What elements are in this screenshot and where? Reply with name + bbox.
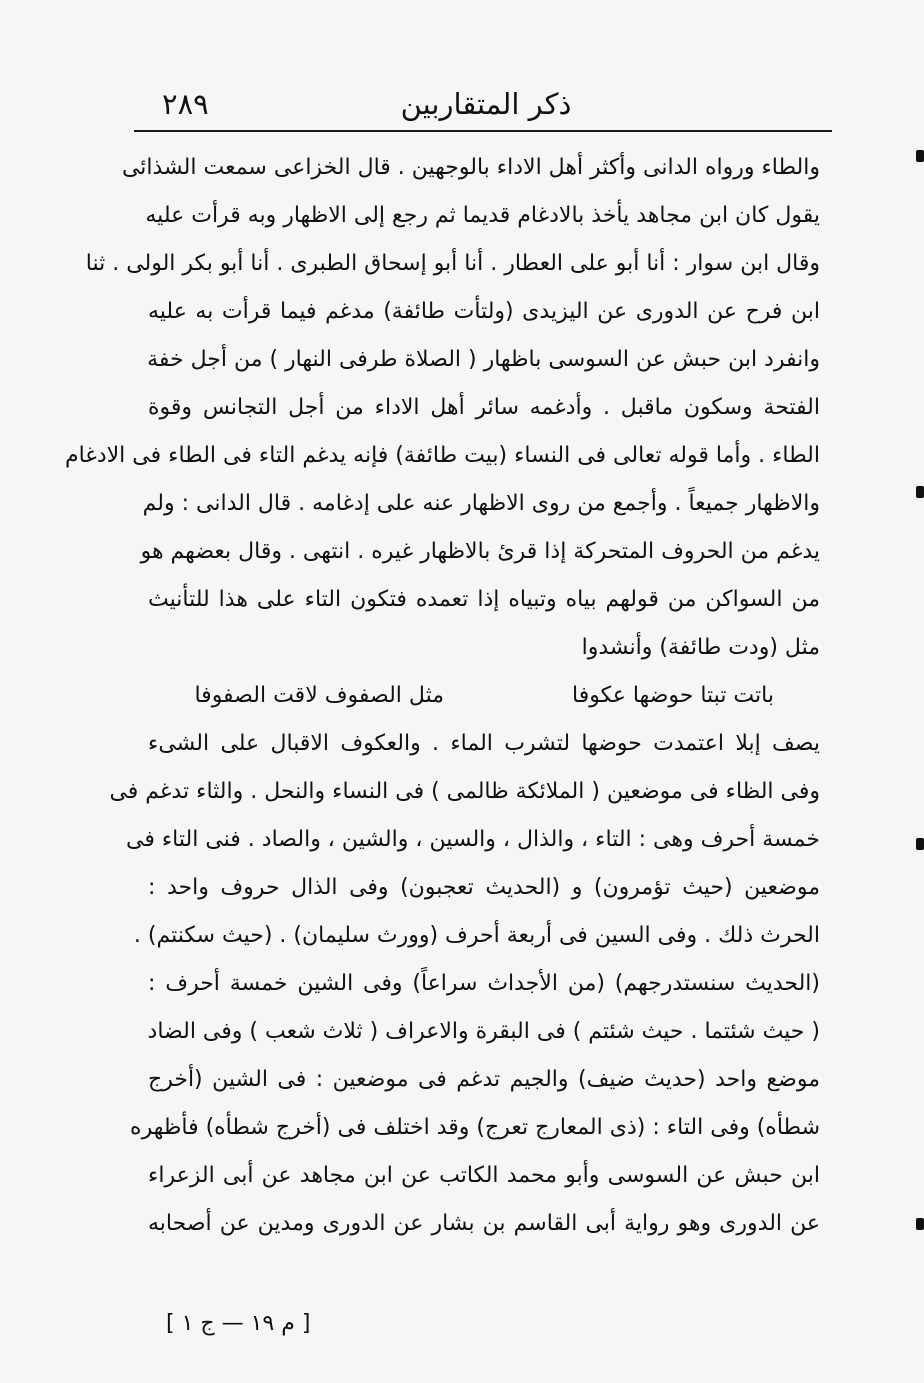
chapter-title: ذكر المتقاربين [400,87,572,121]
text-line: شطأه) وفى التاء : (ذى المعارج تعرج) وقد اختلف فى (أخرج شطأه) فأظهره [130,1115,820,1140]
text-line: من السواكن من قولهم بياه وتبياه إذا تعمده فتكون التاء على هذا للتأنيث [148,587,820,612]
body-text [64,144,820,1248]
page-number: ٢٨٩ [162,87,209,121]
text-line: يدغم من الحروف المتحركة إذا قرئ بالاظهار غيره . انتهى . وقال بعضهم هو [140,539,820,564]
text-line: والطاء ورواه الدانى وأكثر أهل الاداء بالوجهين . قال الخزاعى سمعت الشذائى [121,155,820,180]
text-line: الطاء . وأما قوله تعالى فى النساء (بيت طائفة) فإنه يدغم التاء فى الطاء فى الادغام [64,443,820,468]
header-rule [134,130,832,132]
text-line: موضعين (حيث تؤمرون) و (الحديث تعجبون) وفى الذال حروف واحد : [148,875,820,900]
text-line: مثل (ودت طائفة) وأنشدوا [581,635,820,660]
text-line: ابن فرح عن الدورى عن اليزيدى (ولتأت طائفة) مدغم فيما قرأت به عليه [148,299,820,324]
text-line: وانفرد ابن حبش عن السوسى باظهار ( الصلاة طرفى النهار ) من أجل خفة [147,347,820,372]
text-line: الحرث ذلك . وفى السين فى أربعة أحرف (وورث سليمان) . (حيث سكنتم) . [133,923,820,948]
scan-edge-mark [916,486,924,498]
text-line: خمسة أحرف وهى : التاء ، والذال ، والسين ، والشين ، والصاد . فنى التاء فى [125,827,820,852]
printer-signature: [ م ١٩ — ج ١ ] [166,1311,311,1336]
text-line: عن الدورى وهو رواية أبى القاسم بن بشار عن الدورى ومدين عن أصحابه [148,1211,820,1236]
text-line: الفتحة وسكون ماقبل . وأدغمه سائر أهل الاداء من أجل التجانس وقوة [148,395,820,420]
text-line: وفى الظاء فى موضعين ( الملائكة ظالمى ) فى النساء والنحل . والثاء تدغم فى [109,779,820,804]
verse-first-hemistich: باتت تبتا حوضها عكوفا [572,683,774,708]
scan-edge-mark [916,838,924,850]
text-line: وقال ابن سوار : أنا أبو على العطار . أنا أبو إسحاق الطبرى . أنا أبو بكر الولى . ثنا [85,251,820,276]
scan-edge-mark [916,150,924,162]
text-line: يصف إبلا اعتمدت حوضها لتشرب الماء . والعكوف الاقبال على الشىء [148,731,820,756]
verse-second-hemistich: مثل الصفوف لاقت الصفوفا [194,683,444,708]
text-line: موضع واحد (حديث ضيف) والجيم تدغم فى موضعين : فى الشين (أخرج [148,1067,820,1092]
text-line: (الحديث سنستدرجهم) (من الأجداث سراعاً) وفى الشين خمسة أحرف : [148,971,820,996]
text-line: ابن حبش عن السوسى وأبو محمد الكاتب عن ابن مجاهد عن أبى الزعراء [148,1163,820,1188]
running-head [140,82,832,126]
text-line: والاظهار جميعاً . وأجمع من روى الاظهار عنه على إدغامه . قال الدانى : ولم [142,491,820,516]
text-line: ( حيث شئتما . حيث شئتم ) فى البقرة والاعراف ( ثلاث شعب ) وفى الضاد [147,1019,820,1044]
scan-edge-mark [916,1218,924,1230]
text-line: يقول كان ابن مجاهد يأخذ بالادغام قديما ثم رجع إلى الاظهار وبه قرأت عليه [145,203,820,228]
poetry-verse [148,672,820,720]
